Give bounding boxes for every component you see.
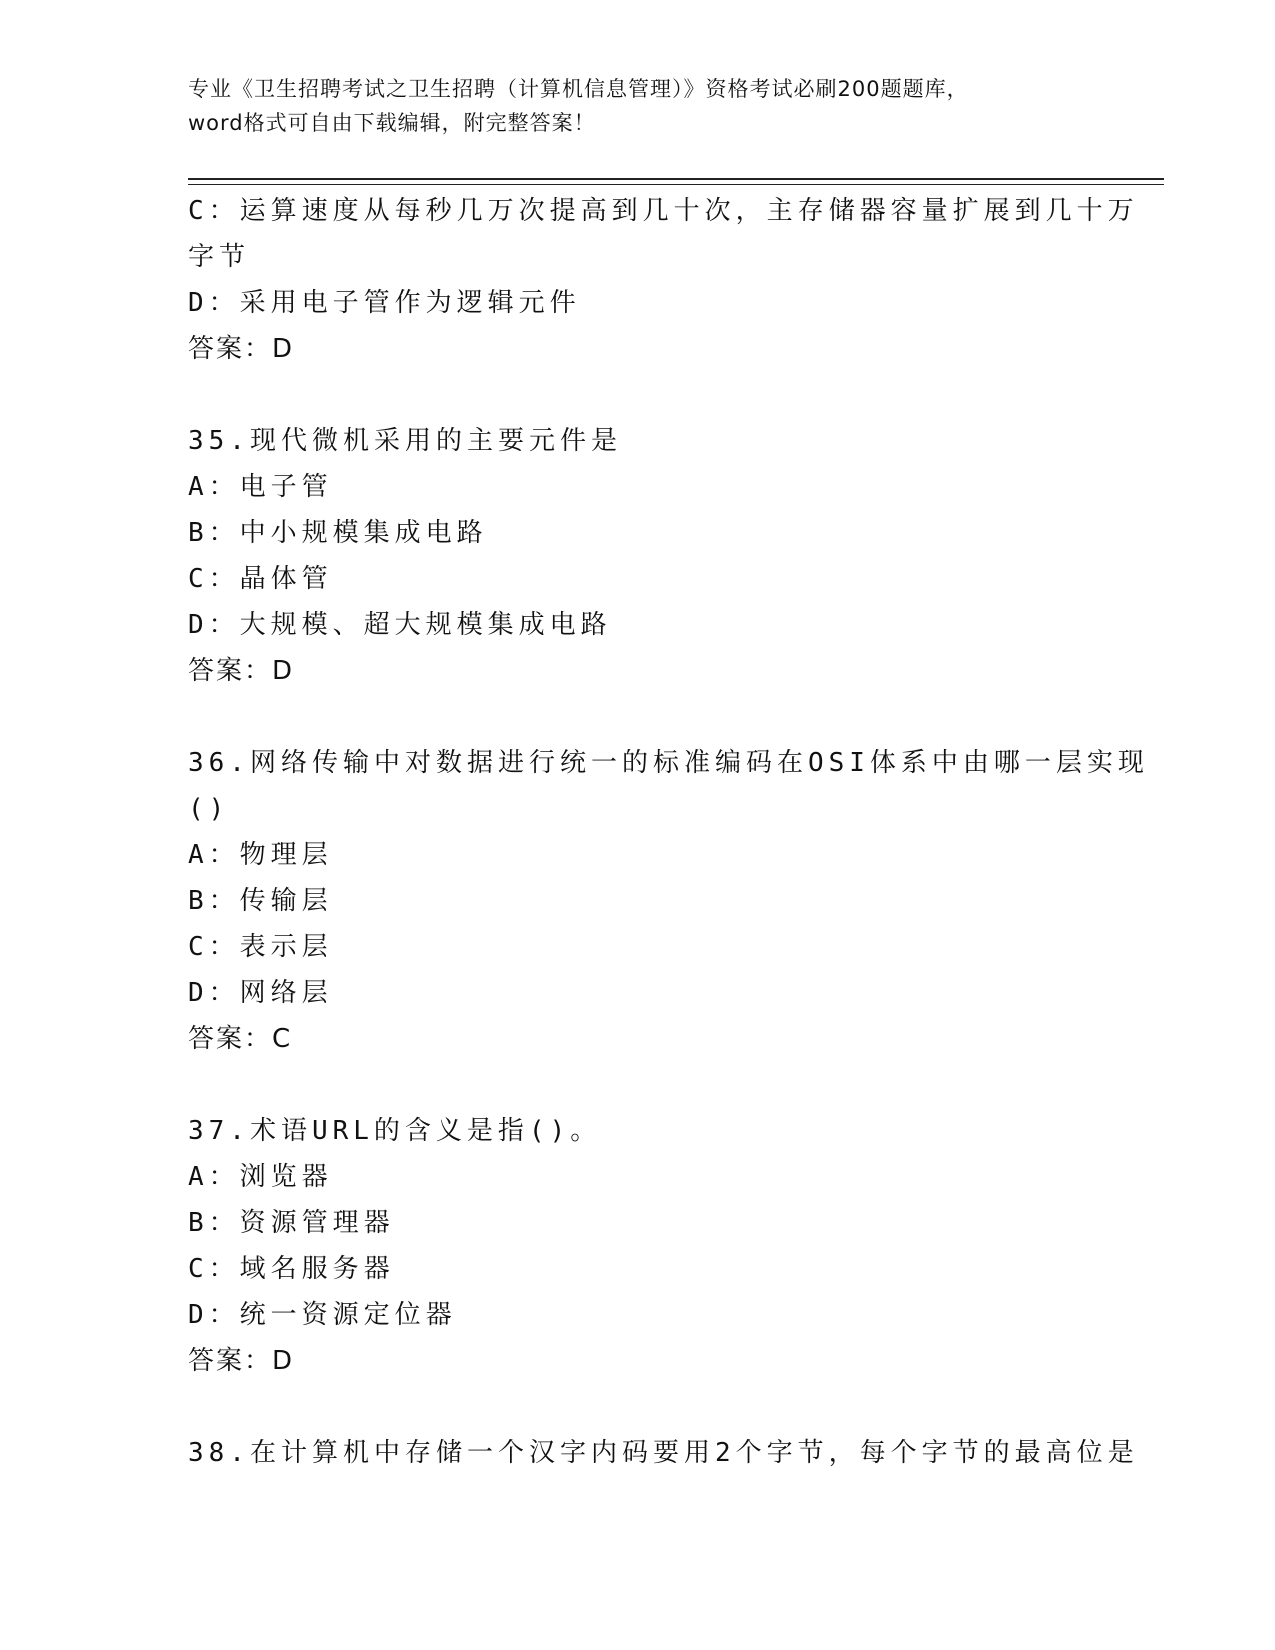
option-b: B：中小规模集成电路 <box>188 518 488 548</box>
option-a: A：物理层 <box>188 840 333 870</box>
answer: 答案：D <box>188 334 295 364</box>
option-c: C：晶体管 <box>188 564 333 594</box>
spacer <box>188 1384 1088 1430</box>
header-line-2: word格式可自由下载编辑，附完整答案！ <box>188 111 596 135</box>
option-d: D：大规模、超大规模集成电路 <box>188 610 612 640</box>
carryover-question <box>188 188 1139 372</box>
option-c-line-1: C：运算速度从每秒几万次提高到几十次，主存储器容量扩展到几十万 <box>188 196 1139 226</box>
question-title: 35.现代微机采用的主要元件是 <box>188 426 622 456</box>
option-c: C：域名服务器 <box>188 1254 395 1284</box>
spacer <box>188 1062 1088 1108</box>
question-35 <box>188 418 1088 694</box>
spacer <box>188 694 1088 740</box>
option-d: D：统一资源定位器 <box>188 1300 457 1330</box>
spacer <box>188 372 1088 418</box>
option-a: A：电子管 <box>188 472 333 502</box>
header-divider-thin <box>188 184 1164 185</box>
answer: 答案：C <box>188 1024 293 1054</box>
header-divider-thick <box>188 178 1164 180</box>
option-d: D：网络层 <box>188 978 333 1008</box>
question-38 <box>188 1430 1139 1476</box>
question-content <box>188 188 1149 1476</box>
question-37 <box>188 1108 1088 1384</box>
option-a: A：浏览器 <box>188 1162 333 1192</box>
option-c-line-2: 字节 <box>188 242 251 272</box>
option-b: B：资源管理器 <box>188 1208 395 1238</box>
question-title-line-2: () <box>188 794 230 824</box>
question-title-line-1: 36.网络传输中对数据进行统一的标准编码在OSI体系中由哪一层实现 <box>188 748 1149 778</box>
option-b: B：传输层 <box>188 886 333 916</box>
document-header <box>188 72 1088 140</box>
question-title: 38.在计算机中存储一个汉字内码要用2个字节，每个字节的最高位是 <box>188 1438 1139 1468</box>
option-d: D：采用电子管作为逻辑元件 <box>188 288 581 318</box>
question-title: 37.术语URL的含义是指()。 <box>188 1116 602 1146</box>
option-c: C：表示层 <box>188 932 333 962</box>
header-line-1: 专业《卫生招聘考试之卫生招聘（计算机信息管理）》资格考试必刷200题题库， <box>188 77 969 101</box>
question-36 <box>188 740 1149 1062</box>
answer: 答案：D <box>188 656 295 686</box>
answer: 答案：D <box>188 1346 295 1376</box>
